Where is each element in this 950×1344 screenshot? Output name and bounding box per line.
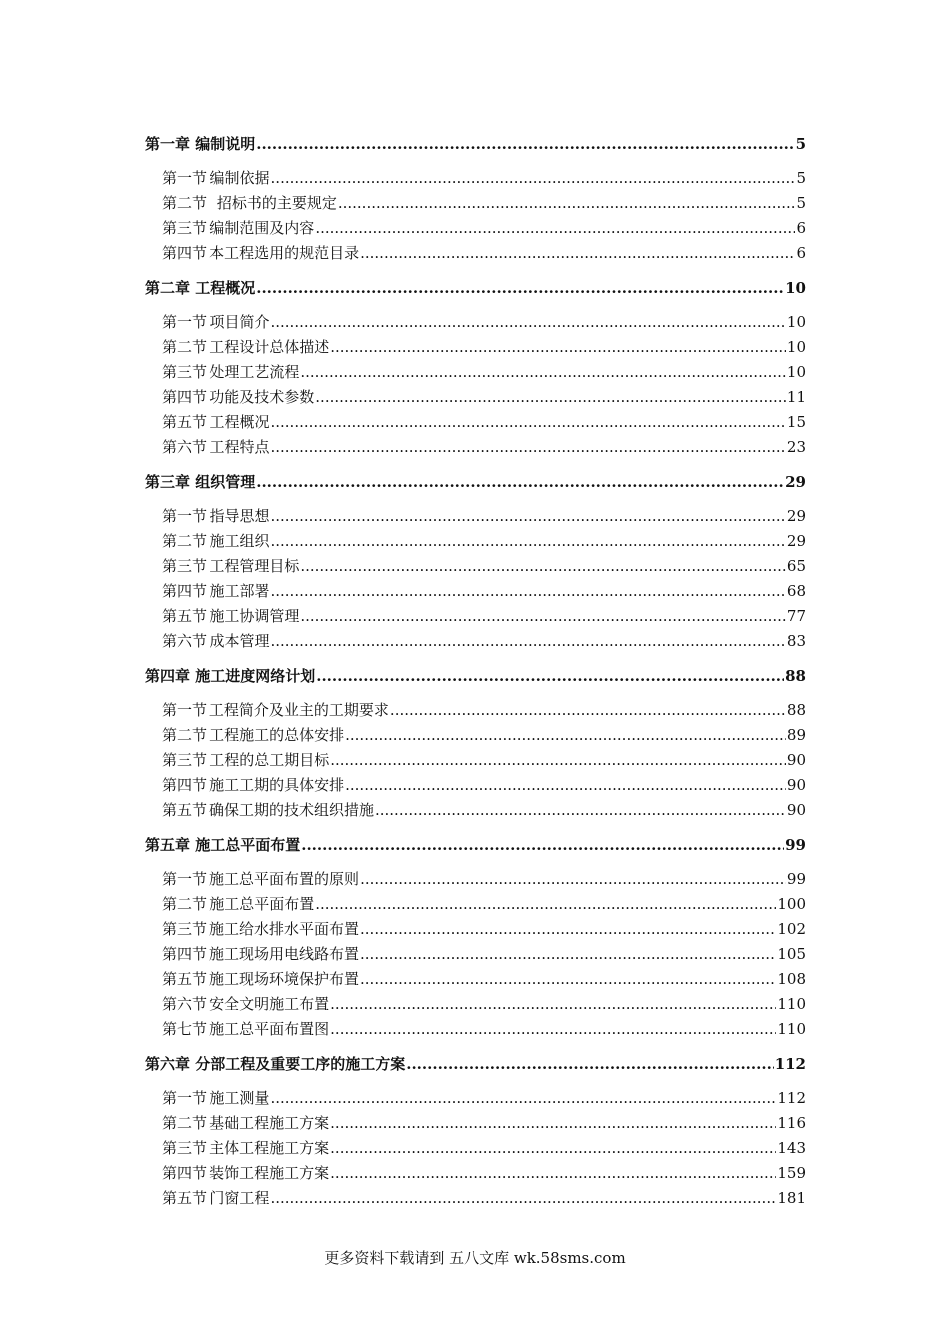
toc-page-number: 5 bbox=[796, 194, 806, 212]
toc-section-number: 第一节 bbox=[162, 313, 208, 331]
toc-page-number: 29 bbox=[786, 532, 806, 550]
toc-page-number: 11 bbox=[786, 388, 806, 406]
toc-page-number: 29 bbox=[786, 507, 806, 525]
toc-section-number: 第一节 bbox=[162, 701, 208, 719]
toc-section-title: 施工部署 bbox=[209, 582, 270, 600]
toc-section-title: 编制范围及内容 bbox=[209, 219, 315, 237]
dot-leader bbox=[315, 219, 795, 237]
dot-leader bbox=[270, 582, 785, 600]
toc-page-number: 6 bbox=[796, 219, 806, 237]
toc-section-title: 工程概况 bbox=[209, 413, 270, 431]
toc-section-title: 工程特点 bbox=[209, 438, 270, 456]
toc-section-row[interactable] bbox=[145, 749, 806, 774]
toc-section-number: 第四节 bbox=[162, 776, 208, 794]
toc-section-title: 门窗工程 bbox=[209, 1189, 270, 1207]
toc-section-title: 招标书的主要规定 bbox=[216, 194, 337, 212]
toc-section-number: 第五节 bbox=[162, 607, 208, 625]
toc-page-number: 116 bbox=[777, 1114, 806, 1132]
toc-chapter-title: 第二章 工程概况 bbox=[145, 279, 256, 297]
dot-leader bbox=[270, 507, 785, 525]
toc-section-row[interactable] bbox=[145, 699, 806, 724]
toc-section-row[interactable] bbox=[145, 505, 806, 530]
dot-leader bbox=[300, 363, 786, 381]
dot-leader bbox=[390, 701, 786, 719]
table-of-contents bbox=[145, 133, 806, 1212]
footer-note: 更多资料下载请到 五八文库 wk.58sms.com bbox=[324, 1249, 626, 1267]
toc-section-title: 处理工艺流程 bbox=[209, 363, 300, 381]
toc-page-number: 5 bbox=[796, 169, 806, 187]
toc-section-number: 第二节 bbox=[162, 338, 208, 356]
toc-page-number: 88 bbox=[786, 701, 806, 719]
toc-section-row[interactable] bbox=[145, 530, 806, 555]
toc-chapter bbox=[145, 834, 806, 1043]
toc-section-number: 第三节 bbox=[162, 920, 208, 938]
toc-section-title: 工程简介及业主的工期要求 bbox=[208, 701, 389, 719]
toc-section-number: 第二节 bbox=[162, 895, 208, 913]
toc-section-row[interactable] bbox=[145, 993, 806, 1018]
toc-section-number: 第一节 bbox=[162, 1089, 208, 1107]
toc-page-number: 23 bbox=[786, 438, 806, 456]
toc-section-row[interactable] bbox=[145, 1018, 806, 1043]
toc-section-number: 第一节 bbox=[162, 507, 208, 525]
toc-section-number: 第五节 bbox=[162, 801, 208, 819]
toc-page-number: 181 bbox=[777, 1189, 806, 1207]
dot-leader bbox=[360, 920, 776, 938]
toc-section-title: 施工工期的具体安排 bbox=[209, 776, 345, 794]
toc-section-title: 施工总平面布置 bbox=[209, 895, 315, 913]
toc-page-number: 90 bbox=[786, 776, 806, 794]
toc-section-title: 编制依据 bbox=[209, 169, 270, 187]
dot-leader bbox=[345, 776, 786, 794]
toc-page-number: 6 bbox=[796, 244, 806, 262]
toc-section-row[interactable] bbox=[145, 630, 806, 655]
dot-leader bbox=[315, 895, 776, 913]
dot-leader bbox=[330, 1164, 776, 1182]
dot-leader bbox=[316, 667, 784, 685]
toc-chapter-title: 第四章 施工进度网络计划 bbox=[145, 667, 316, 685]
toc-section-row[interactable] bbox=[145, 555, 806, 580]
toc-page-number: 90 bbox=[786, 751, 806, 769]
toc-chapter bbox=[145, 665, 806, 824]
toc-section-row[interactable] bbox=[145, 361, 806, 386]
toc-section-row[interactable] bbox=[145, 868, 806, 893]
toc-section-number: 第四节 bbox=[162, 244, 208, 262]
dot-leader bbox=[271, 169, 796, 187]
toc-chapter-row[interactable] bbox=[145, 665, 806, 695]
toc-page-number: 10 bbox=[786, 313, 806, 331]
dot-leader bbox=[270, 1189, 776, 1207]
toc-section-title: 施工总平面布置图 bbox=[209, 1020, 330, 1038]
dot-leader bbox=[315, 388, 786, 406]
toc-section-number: 第一节 bbox=[162, 870, 208, 888]
toc-page-number: 112 bbox=[774, 1055, 806, 1073]
toc-page-number: 77 bbox=[786, 607, 806, 625]
toc-section-title: 指导思想 bbox=[209, 507, 270, 525]
toc-page-number: 143 bbox=[777, 1139, 806, 1157]
dot-leader bbox=[406, 1055, 773, 1073]
toc-page-number: 159 bbox=[777, 1164, 806, 1182]
toc-page-number: 105 bbox=[777, 945, 806, 963]
dot-leader bbox=[330, 995, 776, 1013]
toc-section-row[interactable] bbox=[145, 386, 806, 411]
toc-section-row[interactable] bbox=[145, 1137, 806, 1162]
toc-section-row[interactable] bbox=[145, 724, 806, 749]
toc-section-number: 第二节 bbox=[162, 194, 208, 212]
toc-section-title: 本工程选用的规范目录 bbox=[209, 244, 360, 262]
toc-section-number: 第四节 bbox=[162, 945, 208, 963]
toc-section-number: 第五节 bbox=[162, 413, 208, 431]
dot-leader bbox=[338, 194, 796, 212]
toc-section-title: 成本管理 bbox=[209, 632, 270, 650]
toc-page-number: 10 bbox=[785, 279, 806, 297]
toc-page-number: 99 bbox=[786, 870, 806, 888]
toc-section-title: 项目简介 bbox=[209, 313, 270, 331]
toc-page-number: 10 bbox=[786, 338, 806, 356]
dot-leader bbox=[345, 726, 786, 744]
toc-section-number: 第二节 bbox=[162, 532, 208, 550]
toc-section-number: 第四节 bbox=[162, 582, 208, 600]
toc-page-number: 29 bbox=[785, 473, 806, 491]
toc-page-number: 68 bbox=[786, 582, 806, 600]
dot-leader bbox=[270, 532, 785, 550]
dot-leader bbox=[360, 244, 795, 262]
toc-section-row[interactable] bbox=[145, 167, 806, 192]
dot-leader bbox=[375, 801, 786, 819]
dot-leader bbox=[330, 1139, 776, 1157]
toc-section-title: 施工组织 bbox=[209, 532, 270, 550]
toc-page-number: 102 bbox=[777, 920, 806, 938]
toc-section-title: 确保工期的技术组织措施 bbox=[208, 801, 374, 819]
toc-section-number: 第四节 bbox=[162, 1164, 208, 1182]
toc-section-number: 第五节 bbox=[162, 970, 208, 988]
toc-section-title: 施工现场环境保护布置 bbox=[209, 970, 360, 988]
toc-section-number: 第三节 bbox=[162, 751, 208, 769]
toc-section-row[interactable] bbox=[145, 968, 806, 993]
toc-page-number: 88 bbox=[785, 667, 806, 685]
toc-section-number: 第六节 bbox=[162, 632, 208, 650]
toc-chapter-row[interactable] bbox=[145, 277, 806, 307]
toc-section-row[interactable] bbox=[145, 436, 806, 461]
toc-section-number: 第二节 bbox=[162, 726, 208, 744]
toc-chapter bbox=[145, 1053, 806, 1212]
dot-leader bbox=[270, 438, 785, 456]
toc-chapter bbox=[145, 277, 806, 461]
toc-page-number: 65 bbox=[786, 557, 806, 575]
toc-section-title: 施工总平面布置的原则 bbox=[209, 870, 360, 888]
toc-section-title: 施工给水排水平面布置 bbox=[209, 920, 360, 938]
toc-section-row[interactable] bbox=[145, 192, 806, 217]
toc-page-number: 100 bbox=[777, 895, 806, 913]
toc-chapter-title: 第三章 组织管理 bbox=[145, 473, 256, 491]
dot-leader bbox=[330, 1020, 776, 1038]
toc-section-row[interactable] bbox=[145, 242, 806, 267]
dot-leader bbox=[360, 945, 776, 963]
toc-section-row[interactable] bbox=[145, 1087, 806, 1112]
toc-page-number: 15 bbox=[786, 413, 806, 431]
toc-section-number: 第五节 bbox=[162, 1189, 208, 1207]
toc-chapter-title: 第一章 编制说明 bbox=[145, 135, 256, 153]
toc-section-title: 施工现场用电线路布置 bbox=[209, 945, 360, 963]
dot-leader bbox=[270, 313, 785, 331]
toc-page-number: 112 bbox=[777, 1089, 806, 1107]
toc-page-number: 83 bbox=[786, 632, 806, 650]
toc-section-row[interactable] bbox=[145, 411, 806, 436]
toc-section-number: 第三节 bbox=[162, 219, 208, 237]
toc-section-title: 基础工程施工方案 bbox=[209, 1114, 330, 1132]
toc-chapter-row[interactable] bbox=[145, 133, 806, 163]
toc-section-title: 功能及技术参数 bbox=[209, 388, 315, 406]
toc-section-row[interactable] bbox=[145, 605, 806, 630]
toc-chapter-title: 第五章 施工总平面布置 bbox=[145, 836, 301, 854]
toc-chapter bbox=[145, 133, 806, 267]
toc-section-number: 第三节 bbox=[162, 363, 208, 381]
toc-page-number: 110 bbox=[777, 995, 806, 1013]
toc-section-number: 第一节 bbox=[162, 169, 208, 187]
dot-leader bbox=[360, 970, 776, 988]
toc-section-row[interactable] bbox=[145, 1112, 806, 1137]
toc-section-row[interactable] bbox=[145, 311, 806, 336]
toc-section-number: 第四节 bbox=[162, 388, 208, 406]
toc-section-number: 第七节 bbox=[162, 1020, 208, 1038]
toc-page-number: 108 bbox=[777, 970, 806, 988]
toc-page-number: 90 bbox=[786, 801, 806, 819]
dot-leader bbox=[270, 413, 785, 431]
dot-leader bbox=[256, 279, 784, 297]
toc-section-number: 第六节 bbox=[162, 995, 208, 1013]
toc-section-number: 第六节 bbox=[162, 438, 208, 456]
dot-leader bbox=[330, 1114, 776, 1132]
toc-section-row[interactable] bbox=[145, 217, 806, 242]
toc-section-row[interactable] bbox=[145, 799, 806, 824]
toc-page-number: 99 bbox=[785, 836, 806, 854]
dot-leader bbox=[360, 870, 786, 888]
toc-section-row[interactable] bbox=[145, 1162, 806, 1187]
dot-leader bbox=[330, 751, 786, 769]
dot-leader bbox=[301, 836, 784, 854]
toc-section-number: 第三节 bbox=[162, 1139, 208, 1157]
toc-chapter-row[interactable] bbox=[145, 834, 806, 864]
dot-leader bbox=[300, 607, 786, 625]
toc-chapter bbox=[145, 471, 806, 655]
toc-section-title: 主体工程施工方案 bbox=[209, 1139, 330, 1157]
toc-section-row[interactable] bbox=[145, 918, 806, 943]
toc-section-title: 工程施工的总体安排 bbox=[209, 726, 345, 744]
toc-page-number: 5 bbox=[795, 135, 806, 153]
dot-leader bbox=[256, 135, 794, 153]
toc-page-number: 89 bbox=[786, 726, 806, 744]
toc-section-row[interactable] bbox=[145, 1187, 806, 1212]
toc-section-row[interactable] bbox=[145, 580, 806, 605]
toc-section-row[interactable] bbox=[145, 774, 806, 799]
toc-page-number: 110 bbox=[777, 1020, 806, 1038]
toc-section-title: 施工测量 bbox=[209, 1089, 270, 1107]
dot-leader bbox=[300, 557, 786, 575]
toc-section-title: 施工协调管理 bbox=[209, 607, 300, 625]
toc-chapter-row[interactable] bbox=[145, 471, 806, 501]
toc-chapter-title: 第六章 分部工程及重要工序的施工方案 bbox=[145, 1055, 406, 1073]
toc-section-title: 安全文明施工布置 bbox=[209, 995, 330, 1013]
dot-leader bbox=[330, 338, 786, 356]
toc-section-title: 工程管理目标 bbox=[209, 557, 300, 575]
toc-section-title: 工程设计总体描述 bbox=[209, 338, 330, 356]
dot-leader bbox=[256, 473, 784, 491]
dot-leader bbox=[270, 632, 785, 650]
toc-section-row[interactable] bbox=[145, 893, 806, 918]
toc-section-row[interactable] bbox=[145, 943, 806, 968]
toc-section-number: 第二节 bbox=[162, 1114, 208, 1132]
toc-section-title: 工程的总工期目标 bbox=[209, 751, 330, 769]
toc-chapter-row[interactable] bbox=[145, 1053, 806, 1083]
toc-section-title: 装饰工程施工方案 bbox=[209, 1164, 330, 1182]
dot-leader bbox=[270, 1089, 776, 1107]
toc-section-number: 第三节 bbox=[162, 557, 208, 575]
toc-page-number: 10 bbox=[786, 363, 806, 381]
toc-section-row[interactable] bbox=[145, 336, 806, 361]
